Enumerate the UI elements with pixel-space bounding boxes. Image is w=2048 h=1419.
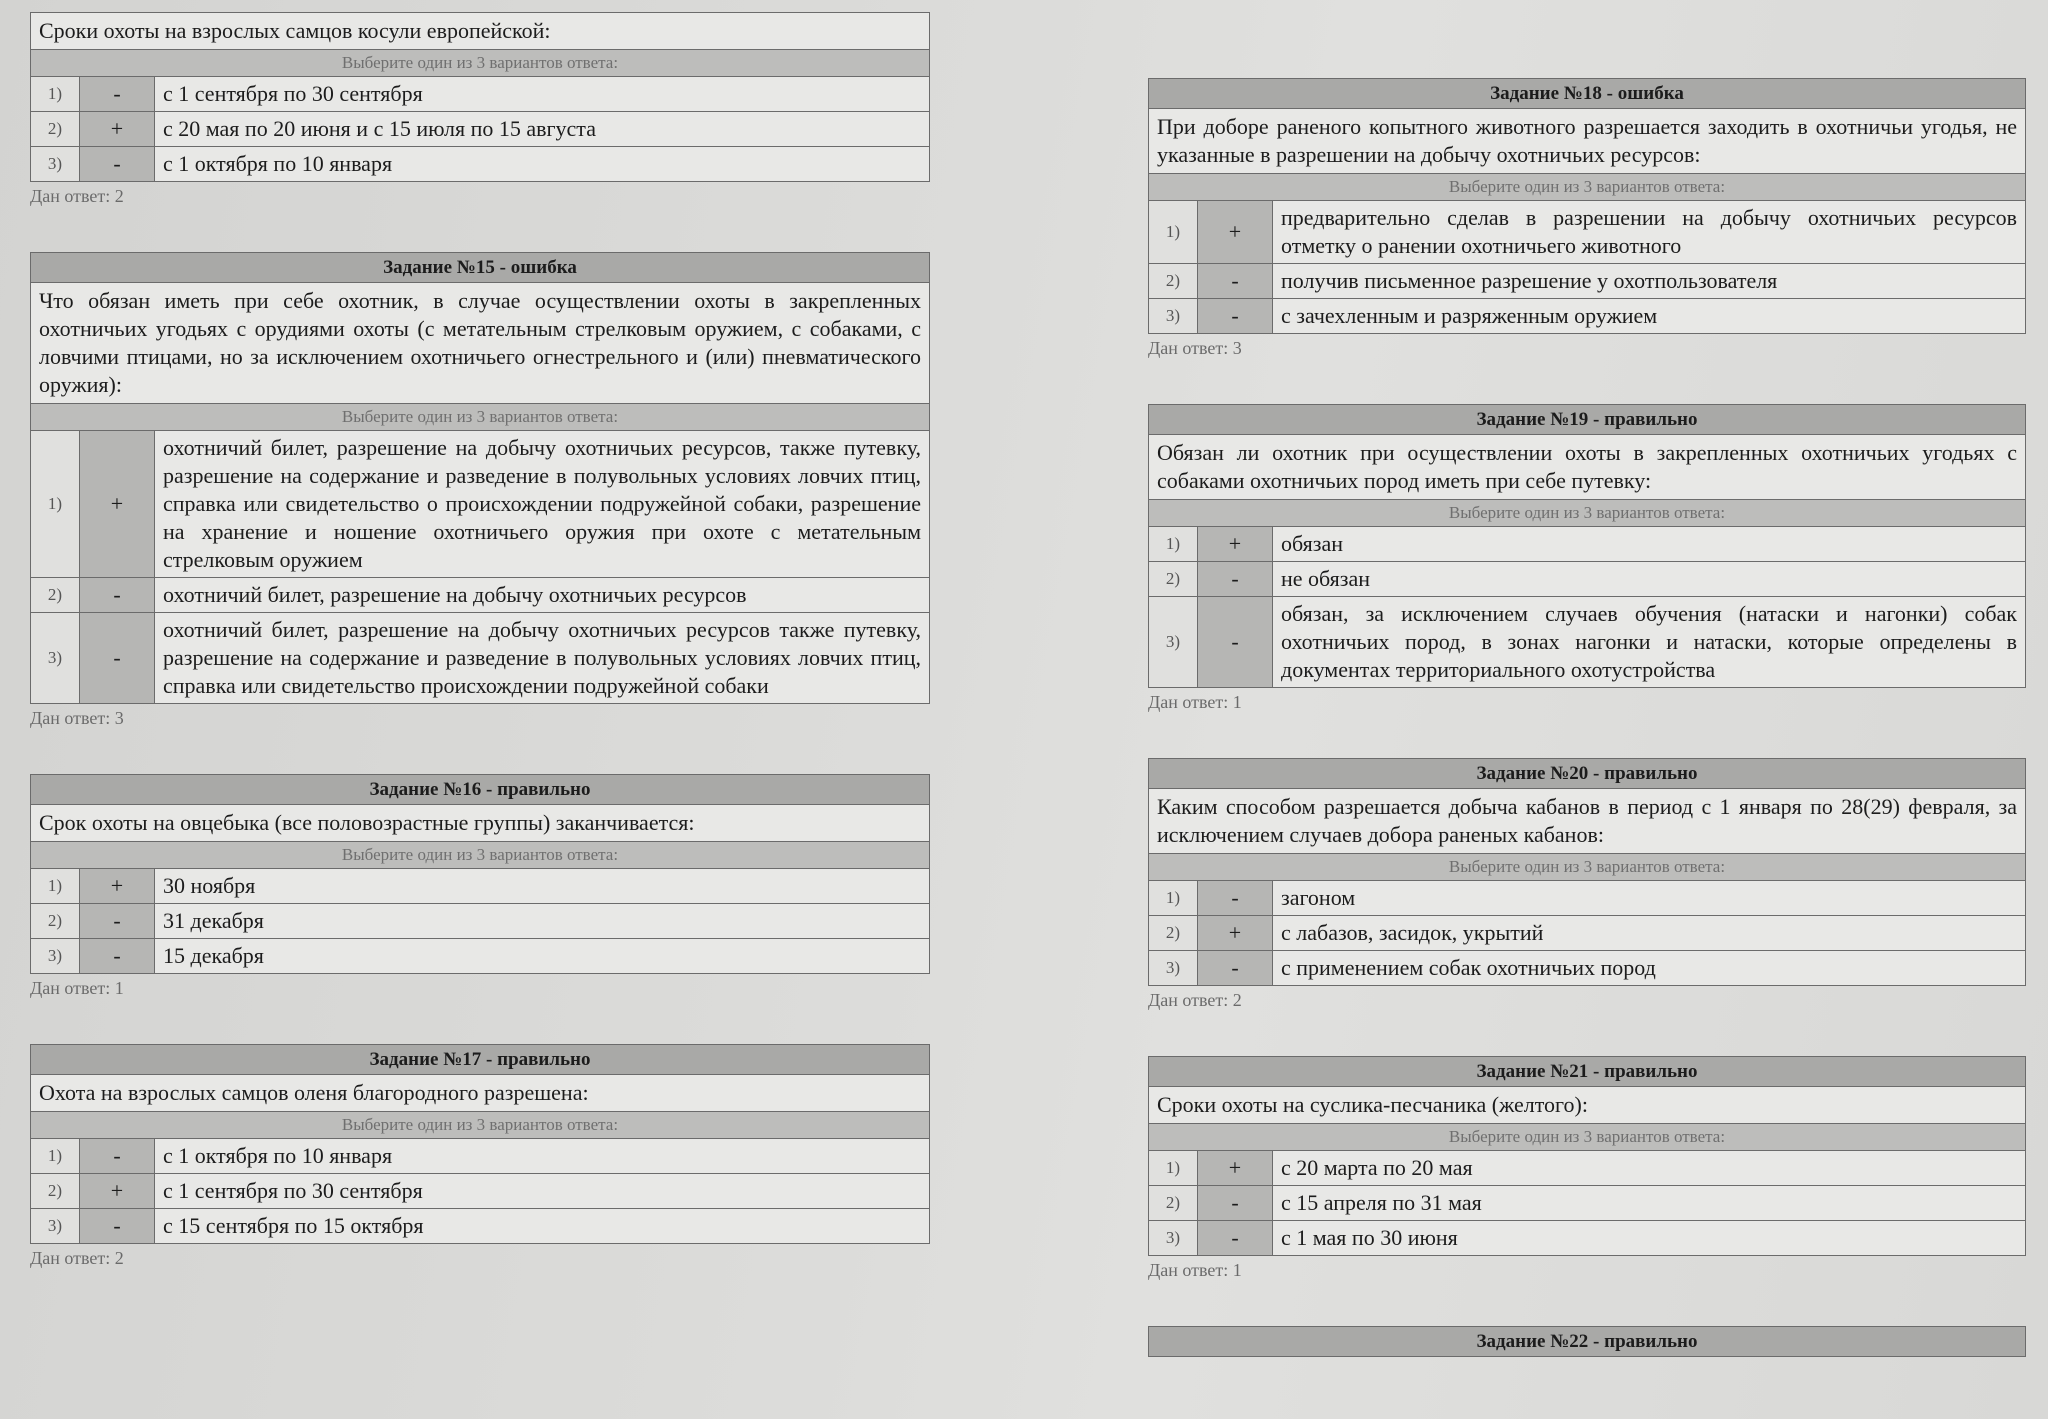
option-mark: + [80, 431, 155, 578]
task-status: - правильно [1588, 1331, 1698, 1352]
task-header [1149, 1057, 2025, 1087]
left-column [30, 12, 930, 1282]
given-answer: Дан ответ: 1 [1148, 1260, 1242, 1280]
question-text: Что обязан иметь при себе охотник, в случае осуществлении охоты в закрепленных охотничьих угодьях с орудиями охоты (с метательным стрелковым оружием, с собаками, с ловчими птицами, но за исключением охотничьего огнестрельного и (или) пневматического оружия): [31, 283, 929, 404]
option-text: предварительно сделав в разрешении на добычу охотничьих ресурсов отметку о ранении охотничьего животного [1273, 201, 2026, 264]
choose-hint: Выберите один из 3 вариантов ответа: [1149, 500, 2025, 527]
option-mark: - [80, 77, 155, 112]
option-number: 3) [31, 613, 80, 704]
task-block [1148, 1326, 2026, 1357]
option-mark: - [80, 1209, 155, 1244]
task-block [30, 12, 930, 220]
option-text: охотничий билет, разрешение на добычу охотничьих ресурсов [155, 578, 930, 613]
choose-hint: Выберите один из 3 вариантов ответа: [1149, 854, 2025, 881]
option-row [1149, 1151, 2025, 1186]
task-header [1149, 759, 2025, 789]
task-block [30, 1044, 930, 1282]
task-header [31, 1045, 929, 1075]
choose-hint: Выберите один из 3 вариантов ответа: [1149, 1124, 2025, 1151]
options-table [1149, 881, 2025, 985]
option-text: с 1 сентября по 30 сентября [155, 77, 930, 112]
task-box [1148, 78, 2026, 334]
option-text: с 1 октября по 10 января [155, 1139, 930, 1174]
option-row [1149, 299, 2025, 334]
option-text: 31 декабря [155, 904, 930, 939]
option-number: 1) [31, 869, 80, 904]
option-number: 2) [1149, 562, 1198, 597]
choose-hint: Выберите один из 3 вариантов ответа: [31, 842, 929, 869]
task-header [31, 775, 929, 805]
option-text: обязан, за исключением случаев обучения (натаски и нагонки) собак охотничьих пород, в зонах нагонки и натаски, которые определены в документах территориального охотустройства [1273, 597, 2026, 688]
option-mark: + [80, 112, 155, 147]
task-box [30, 12, 930, 182]
option-mark: + [1198, 201, 1273, 264]
task-box [1148, 1056, 2026, 1256]
option-mark: - [1198, 881, 1273, 916]
task-number: Задание №20 [1476, 763, 1589, 784]
option-row [31, 869, 929, 904]
option-number: 3) [31, 939, 80, 974]
task-status: - правильно [1588, 1061, 1698, 1082]
option-number: 1) [1149, 881, 1198, 916]
choose-hint: Выберите один из 3 вариантов ответа: [1149, 174, 2025, 201]
task-status: - правильно [481, 779, 591, 800]
task-gap [30, 220, 930, 252]
option-number: 1) [31, 77, 80, 112]
option-row [1149, 881, 2025, 916]
option-text: с 1 сентября по 30 сентября [155, 1174, 930, 1209]
option-row [1149, 951, 2025, 986]
task-header [1149, 1327, 2025, 1357]
option-row [31, 1139, 929, 1174]
question-text: При доборе раненого копытного животного разрешается заходить в охотничьи угодья, не указанные в разрешении на добычу охотничьих ресурсов: [1149, 109, 2025, 174]
task-number: Задание №15 [383, 257, 495, 278]
option-mark: + [80, 1174, 155, 1209]
task-number: Задание №18 [1490, 83, 1602, 104]
option-text: получив письменное разрешение у охотпользователя [1273, 264, 2026, 299]
task-block [30, 774, 930, 1012]
options-table [31, 1139, 929, 1243]
option-mark: - [1198, 562, 1273, 597]
option-mark: - [80, 613, 155, 704]
task-number: Задание №22 [1476, 1331, 1589, 1352]
task-header [31, 253, 929, 283]
task-gap [30, 742, 930, 774]
option-text: с 20 мая по 20 июня и с 15 июля по 15 августа [155, 112, 930, 147]
task-number: Задание №19 [1476, 409, 1589, 430]
task-status: - ошибка [494, 257, 577, 278]
option-row [1149, 527, 2025, 562]
option-number: 2) [31, 112, 80, 147]
option-row [31, 112, 929, 147]
option-mark: + [1198, 916, 1273, 951]
task-gap [1148, 372, 2026, 404]
option-mark: - [1198, 299, 1273, 334]
option-row [31, 1209, 929, 1244]
options-table [1149, 201, 2025, 333]
option-number: 3) [31, 147, 80, 182]
task-box [1148, 1326, 2026, 1357]
option-number: 3) [1149, 597, 1198, 688]
task-box [1148, 404, 2026, 688]
task-number: Задание №16 [369, 779, 482, 800]
task-gap [1148, 726, 2026, 758]
option-number: 2) [31, 578, 80, 613]
option-row [31, 431, 929, 578]
option-text: с 15 апреля по 31 мая [1273, 1186, 2026, 1221]
option-mark: - [1198, 951, 1273, 986]
task-gap [1148, 1294, 2026, 1326]
task-block [1148, 78, 2026, 372]
options-table [1149, 527, 2025, 687]
option-number: 1) [1149, 201, 1198, 264]
option-number: 2) [31, 904, 80, 939]
given-answer: Дан ответ: 3 [1148, 338, 1242, 358]
option-row [31, 939, 929, 974]
option-text: 15 декабря [155, 939, 930, 974]
choose-hint: Выберите один из 3 вариантов ответа: [31, 50, 929, 77]
right-column [1148, 78, 2026, 1357]
option-mark: - [1198, 1221, 1273, 1256]
option-mark: + [80, 869, 155, 904]
option-mark: + [1198, 1151, 1273, 1186]
task-number: Задание №21 [1476, 1061, 1589, 1082]
option-row [31, 147, 929, 182]
task-box [30, 1044, 930, 1244]
choose-hint: Выберите один из 3 вариантов ответа: [31, 1112, 929, 1139]
question-text: Каким способом разрешается добыча кабанов в период с 1 января по 28(29) февраля, за исключением случаев добора раненых кабанов: [1149, 789, 2025, 854]
option-number: 2) [1149, 916, 1198, 951]
option-mark: + [1198, 527, 1273, 562]
option-mark: - [80, 147, 155, 182]
option-row [1149, 201, 2025, 264]
option-number: 3) [1149, 951, 1198, 986]
option-row [1149, 1186, 2025, 1221]
option-text: с зачехленным и разряженным оружием [1273, 299, 2026, 334]
option-text: охотничий билет, разрешение на добычу охотничьих ресурсов, также путевку, разрешение на содержание и разведение в полувольных условиях ловчих птиц, справка или свидетельство о происхождении подружейной собаки, разрешение на хранение и ношение охотничьего оружия при охоте с метательным стрелковым оружием [155, 431, 930, 578]
question-text: Срок охоты на овцебыка (все половозрастные группы) заканчивается: [31, 805, 929, 842]
option-row [1149, 916, 2025, 951]
option-text: 30 ноября [155, 869, 930, 904]
options-table [1149, 1151, 2025, 1255]
task-status: - ошибка [1601, 83, 1684, 104]
task-gap [1148, 1024, 2026, 1056]
option-number: 2) [1149, 264, 1198, 299]
choose-hint: Выберите один из 3 вариантов ответа: [31, 404, 929, 431]
question-text: Обязан ли охотник при осуществлении охоты в закрепленных охотничьих угодьях с собаками охотничьих пород иметь при себе путевку: [1149, 435, 2025, 500]
options-table [31, 431, 929, 703]
task-header [1149, 405, 2025, 435]
option-number: 1) [31, 431, 80, 578]
option-text: обязан [1273, 527, 2026, 562]
given-answer: Дан ответ: 3 [30, 708, 124, 728]
option-text: охотничий билет, разрешение на добычу охотничьих ресурсов также путевку, разрешение на содержание и разведение в полувольных условиях ловчих птиц, справка или свидетельство происхождении подружейной собаки [155, 613, 930, 704]
option-mark: - [1198, 1186, 1273, 1221]
option-row [31, 904, 929, 939]
option-row [1149, 264, 2025, 299]
option-row [31, 1174, 929, 1209]
option-row [31, 613, 929, 704]
options-table [31, 869, 929, 973]
option-number: 1) [1149, 527, 1198, 562]
task-number: Задание №17 [369, 1049, 482, 1070]
option-mark: - [80, 939, 155, 974]
task-status: - правильно [481, 1049, 591, 1070]
option-text: с 1 октября по 10 января [155, 147, 930, 182]
option-text: с 20 марта по 20 мая [1273, 1151, 2026, 1186]
option-mark: - [1198, 597, 1273, 688]
task-block [1148, 1056, 2026, 1294]
option-mark: - [80, 904, 155, 939]
option-row [1149, 597, 2025, 688]
task-box [30, 252, 930, 704]
task-block [1148, 758, 2026, 1024]
task-block [1148, 404, 2026, 726]
option-number: 3) [1149, 1221, 1198, 1256]
option-row [31, 578, 929, 613]
option-text: с применением собак охотничьих пород [1273, 951, 2026, 986]
option-mark: - [80, 578, 155, 613]
option-text: загоном [1273, 881, 2026, 916]
given-answer: Дан ответ: 1 [1148, 692, 1242, 712]
task-gap [30, 1012, 930, 1044]
given-answer: Дан ответ: 1 [30, 978, 124, 998]
task-box [1148, 758, 2026, 986]
given-answer: Дан ответ: 2 [30, 1248, 124, 1268]
option-row [31, 77, 929, 112]
option-text: с лабазов, засидок, укрытий [1273, 916, 2026, 951]
option-text: не обязан [1273, 562, 2026, 597]
option-row [1149, 562, 2025, 597]
option-text: с 1 мая по 30 июня [1273, 1221, 2026, 1256]
question-text: Сроки охоты на суслика-песчаника (желтого): [1149, 1087, 2025, 1124]
option-number: 1) [31, 1139, 80, 1174]
option-number: 3) [31, 1209, 80, 1244]
task-status: - правильно [1588, 763, 1698, 784]
task-header [1149, 79, 2025, 109]
options-table [31, 77, 929, 181]
option-number: 2) [1149, 1186, 1198, 1221]
option-number: 2) [31, 1174, 80, 1209]
given-answer: Дан ответ: 2 [30, 186, 124, 206]
question-text: Сроки охоты на взрослых самцов косули европейской: [31, 13, 929, 50]
question-text: Охота на взрослых самцов оленя благородного разрешена: [31, 1075, 929, 1112]
given-answer: Дан ответ: 2 [1148, 990, 1242, 1010]
option-number: 3) [1149, 299, 1198, 334]
option-text: с 15 сентября по 15 октября [155, 1209, 930, 1244]
option-number: 1) [1149, 1151, 1198, 1186]
option-mark: - [1198, 264, 1273, 299]
task-status: - правильно [1588, 409, 1698, 430]
task-box [30, 774, 930, 974]
option-row [1149, 1221, 2025, 1256]
option-mark: - [80, 1139, 155, 1174]
task-block [30, 252, 930, 742]
